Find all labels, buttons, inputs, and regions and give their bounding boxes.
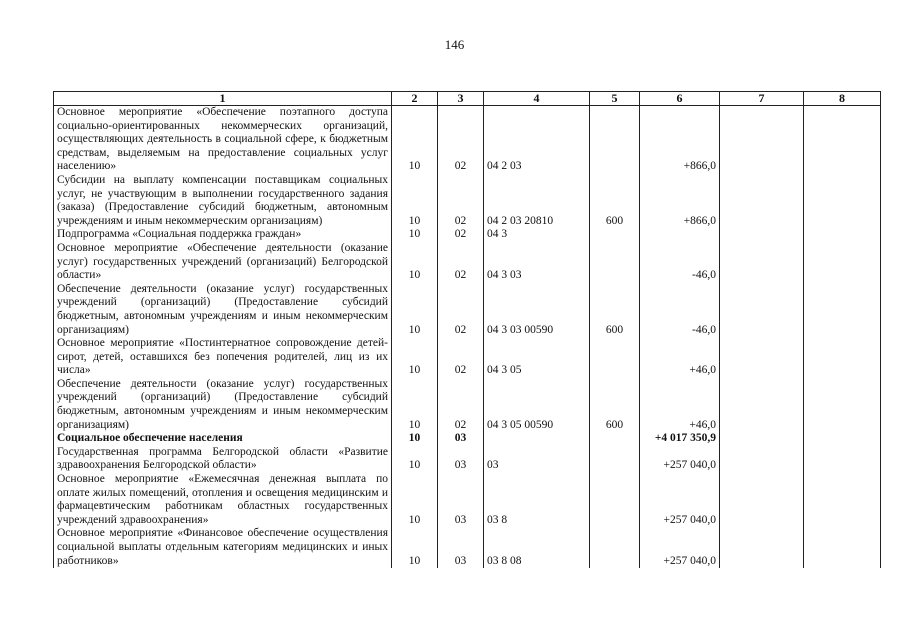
cell-col-5 xyxy=(590,432,640,446)
cell-col-1: Государственная программа Белгородской области «Развитие здравоохранения Белгородской области» xyxy=(54,446,392,473)
cell-col-7 xyxy=(720,242,804,283)
cell-col-3: 02 xyxy=(438,378,484,432)
cell-col-8 xyxy=(804,106,881,174)
cell-col-8 xyxy=(804,527,881,568)
cell-col-5 xyxy=(590,228,640,242)
cell-col-5 xyxy=(590,446,640,473)
table-row xyxy=(54,106,881,174)
cell-col-7 xyxy=(720,446,804,473)
table-row xyxy=(54,228,881,242)
cell-col-6: +46,0 xyxy=(640,337,720,378)
table-header-row xyxy=(54,92,881,106)
cell-col-4: 04 3 03 00590 xyxy=(484,283,590,337)
cell-col-7 xyxy=(720,473,804,527)
cell-col-2: 10 xyxy=(392,106,438,174)
cell-col-8 xyxy=(804,473,881,527)
cell-col-2: 10 xyxy=(392,283,438,337)
table-row xyxy=(54,337,881,378)
cell-col-3: 03 xyxy=(438,432,484,446)
cell-col-3: 03 xyxy=(438,527,484,568)
cell-col-2: 10 xyxy=(392,527,438,568)
cell-col-7 xyxy=(720,527,804,568)
table-row xyxy=(54,242,881,283)
cell-col-2: 10 xyxy=(392,174,438,228)
cell-col-6: +866,0 xyxy=(640,174,720,228)
table-row xyxy=(54,432,881,446)
cell-col-1: Основное мероприятие «Финансовое обеспечение осуществления социальной выплаты отдельным категориям медицинских и иных работников» xyxy=(54,527,392,568)
cell-col-1: Обеспечение деятельности (оказание услуг) государственных учреждений (организаций) (Предоставление субсидий бюджетным, автономным учреждениям и иным некоммерческим организациям) xyxy=(54,283,392,337)
cell-col-8 xyxy=(804,432,881,446)
cell-col-4: 04 2 03 20810 xyxy=(484,174,590,228)
cell-col-2: 10 xyxy=(392,446,438,473)
cell-col-7 xyxy=(720,106,804,174)
cell-col-5 xyxy=(590,337,640,378)
cell-col-3: 03 xyxy=(438,446,484,473)
cell-col-7 xyxy=(720,432,804,446)
cell-col-5 xyxy=(590,106,640,174)
cell-col-5 xyxy=(590,473,640,527)
cell-col-6: -46,0 xyxy=(640,242,720,283)
cell-col-3: 02 xyxy=(438,337,484,378)
column-header: 8 xyxy=(804,92,881,106)
cell-col-4: 04 2 03 xyxy=(484,106,590,174)
cell-col-4: 03 8 08 xyxy=(484,527,590,568)
cell-col-6: +257 040,0 xyxy=(640,446,720,473)
table-row xyxy=(54,527,881,568)
cell-col-1: Обеспечение деятельности (оказание услуг) государственных учреждений (организаций) (Предоставление субсидий бюджетным, автономным учреждениям и иным некоммерческим организациям) xyxy=(54,378,392,432)
cell-col-3: 02 xyxy=(438,242,484,283)
cell-col-1: Подпрограмма «Социальная поддержка граждан» xyxy=(54,228,392,242)
cell-col-4: 04 3 xyxy=(484,228,590,242)
cell-col-5: 600 xyxy=(590,283,640,337)
cell-col-7 xyxy=(720,378,804,432)
table-row xyxy=(54,378,881,432)
cell-col-6: +257 040,0 xyxy=(640,527,720,568)
column-header: 7 xyxy=(720,92,804,106)
cell-col-8 xyxy=(804,228,881,242)
cell-col-8 xyxy=(804,337,881,378)
cell-col-1: Основное мероприятие «Ежемесячная денежная выплата по оплате жилых помещений, отопления и освещения медицинским и фармацевтическим работникам областных государственных учреждений здравоохранения» xyxy=(54,473,392,527)
cell-col-6: -46,0 xyxy=(640,283,720,337)
page-number: 146 xyxy=(444,37,465,52)
cell-col-4: 04 3 03 xyxy=(484,242,590,283)
cell-col-8 xyxy=(804,378,881,432)
cell-col-3: 02 xyxy=(438,106,484,174)
cell-col-8 xyxy=(804,242,881,283)
cell-col-8 xyxy=(804,446,881,473)
table-row xyxy=(54,283,881,337)
table-row xyxy=(54,473,881,527)
column-header: 4 xyxy=(484,92,590,106)
cell-col-2: 10 xyxy=(392,473,438,527)
cell-col-4 xyxy=(484,432,590,446)
cell-col-3: 03 xyxy=(438,473,484,527)
cell-col-4: 04 3 05 00590 xyxy=(484,378,590,432)
cell-col-1: Основное мероприятие «Обеспечение поэтапного доступа социально-ориентированных некоммерческих организаций, осуществляющих деятельность в социальной сфере, к бюджетным средствам, выделяемым на предоставление социальных услуг населению» xyxy=(54,106,392,174)
cell-col-7 xyxy=(720,174,804,228)
cell-col-4: 04 3 05 xyxy=(484,337,590,378)
cell-col-3: 02 xyxy=(438,228,484,242)
cell-col-6: +46,0 xyxy=(640,378,720,432)
cell-col-3: 02 xyxy=(438,174,484,228)
table-row xyxy=(54,446,881,473)
cell-col-5 xyxy=(590,242,640,283)
cell-col-2: 10 xyxy=(392,228,438,242)
cell-col-2: 10 xyxy=(392,242,438,283)
table-row xyxy=(54,174,881,228)
cell-col-6 xyxy=(640,228,720,242)
column-header: 5 xyxy=(590,92,640,106)
cell-col-8 xyxy=(804,174,881,228)
column-header: 3 xyxy=(438,92,484,106)
cell-col-7 xyxy=(720,283,804,337)
cell-col-1: Основное мероприятие «Постинтернатное сопровождение детей-сирот, детей, оставшихся без попечения родителей, лиц из их числа» xyxy=(54,337,392,378)
cell-col-2: 10 xyxy=(392,432,438,446)
column-header: 1 xyxy=(54,92,392,106)
cell-col-2: 10 xyxy=(392,378,438,432)
cell-col-1: Основное мероприятие «Обеспечение деятельности (оказание услуг) государственных учреждений (организаций) Белгородской области» xyxy=(54,242,392,283)
cell-col-4: 03 xyxy=(484,446,590,473)
budget-table xyxy=(53,91,881,568)
column-header: 6 xyxy=(640,92,720,106)
cell-col-3: 02 xyxy=(438,283,484,337)
cell-col-7 xyxy=(720,337,804,378)
cell-col-8 xyxy=(804,283,881,337)
cell-col-5: 600 xyxy=(590,378,640,432)
cell-col-1: Социальное обеспечение населения xyxy=(54,432,392,446)
cell-col-6: +866,0 xyxy=(640,106,720,174)
cell-col-6: +257 040,0 xyxy=(640,473,720,527)
cell-col-6: +4 017 350,9 xyxy=(640,432,720,446)
cell-col-4: 03 8 xyxy=(484,473,590,527)
cell-col-2: 10 xyxy=(392,337,438,378)
cell-col-5: 600 xyxy=(590,174,640,228)
cell-col-7 xyxy=(720,228,804,242)
cell-col-1: Субсидии на выплату компенсации поставщикам социальных услуг, не участвующим в выполнении государственного задания (заказа) (Предоставление субсидий бюджетным, автономным учреждениям и иным некоммерческим организациям) xyxy=(54,174,392,228)
cell-col-5 xyxy=(590,527,640,568)
column-header: 2 xyxy=(392,92,438,106)
